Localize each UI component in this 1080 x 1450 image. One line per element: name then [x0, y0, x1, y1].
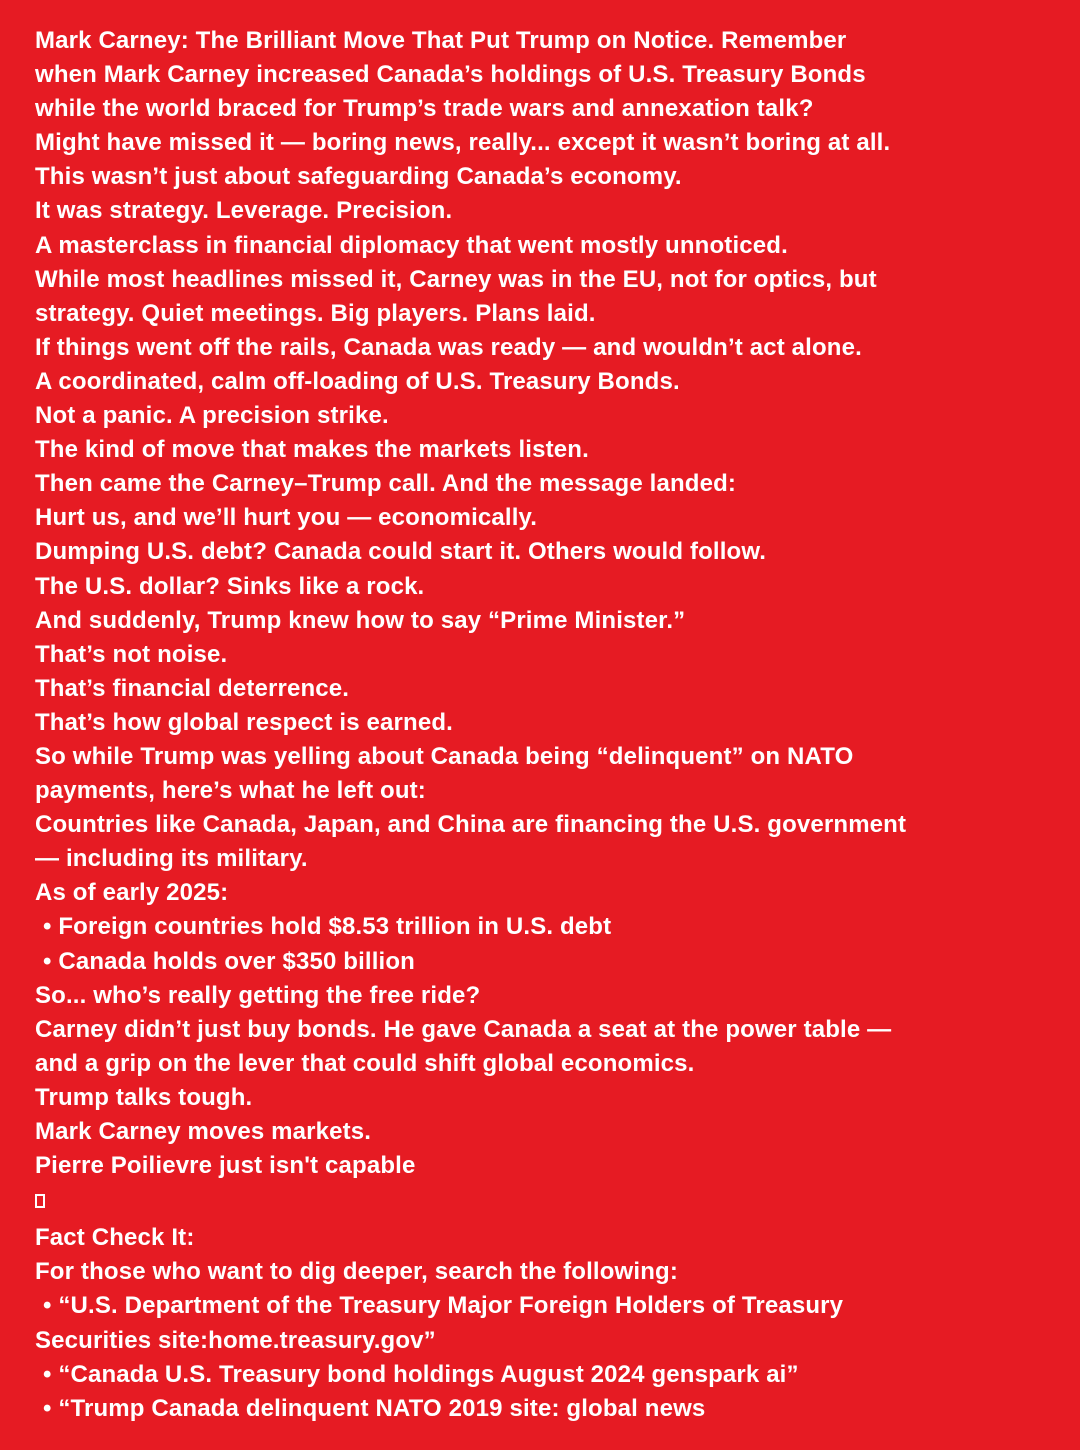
text-line: Carney didn’t just buy bonds. He gave Canada a seat at the power table —	[35, 1015, 892, 1043]
fact-check-intro: For those who want to dig deeper, search the following:	[35, 1258, 678, 1286]
post-text	[35, 24, 1045, 1426]
text-line: Not a panic. A precision strike.	[35, 402, 389, 430]
text-line: Dumping U.S. debt? Canada could start it. Others would follow.	[35, 538, 767, 566]
text-line: and a grip on the lever that could shift global economics.	[35, 1049, 695, 1077]
text-line: That’s how global respect is earned.	[35, 708, 453, 736]
text-line: Countries like Canada, Japan, and China are financing the U.S. government	[35, 811, 907, 839]
search-query-item: • “Canada U.S. Treasury bond holdings August 2024 genspark ai”	[43, 1360, 799, 1388]
missing-glyph-icon	[35, 1194, 45, 1208]
bullet-item: • Foreign countries hold $8.53 trillion in U.S. debt	[43, 913, 612, 941]
text-line: That’s financial deterrence.	[35, 674, 350, 702]
fact-check-title: Fact Check It:	[35, 1224, 195, 1252]
text-line: Then came the Carney–Trump call. And the message landed:	[35, 470, 737, 498]
text-line: That’s not noise.	[35, 640, 228, 668]
text-line: Mark Carney: The Brilliant Move That Put Trump on Notice. Remember	[35, 27, 847, 54]
text-line: when Mark Carney increased Canada’s holdings of U.S. Treasury Bonds	[35, 61, 866, 89]
bullet-item: • Canada holds over $350 billion	[43, 947, 415, 975]
text-line: So... who’s really getting the free ride?	[35, 981, 481, 1009]
search-query-item: • “Trump Canada delinquent NATO 2019 site: global news	[43, 1394, 706, 1422]
text-line: While most headlines missed it, Carney was in the EU, not for optics, but	[35, 265, 877, 293]
text-line: The kind of move that makes the markets listen.	[35, 436, 589, 464]
text-line: strategy. Quiet meetings. Big players. Plans laid.	[35, 299, 596, 327]
text-line: As of early 2025:	[35, 879, 229, 907]
search-query-item: Securities site:home.treasury.gov”	[35, 1326, 436, 1354]
text-line: payments, here’s what he left out:	[35, 777, 426, 805]
text-line: Hurt us, and we’ll hurt you — economically.	[35, 504, 538, 532]
text-line: The U.S. dollar? Sinks like a rock.	[35, 572, 425, 600]
text-line: This wasn’t just about safeguarding Canada’s economy.	[35, 163, 682, 191]
text-line: And suddenly, Trump knew how to say “Prime Minister.”	[35, 606, 686, 634]
text-line: It was strategy. Leverage. Precision.	[35, 197, 453, 225]
text-line: If things went off the rails, Canada was ready — and wouldn’t act alone.	[35, 333, 862, 361]
search-query-item: • “U.S. Department of the Treasury Major Foreign Holders of Treasury	[43, 1292, 844, 1320]
text-line: A masterclass in financial diplomacy that went mostly unnoticed.	[35, 231, 788, 259]
missing-glyph-row	[35, 1183, 1045, 1217]
text-line: A coordinated, calm off-loading of U.S. Treasury Bonds.	[35, 367, 680, 395]
text-line: — including its military.	[35, 845, 308, 873]
text-line: while the world braced for Trump’s trade wars and annexation talk?	[35, 95, 814, 123]
text-line: Pierre Poilievre just isn't capable	[35, 1152, 416, 1180]
text-line: Trump talks tough.	[35, 1083, 253, 1111]
text-line: Mark Carney moves markets.	[35, 1118, 372, 1145]
text-line: So while Trump was yelling about Canada being “delinquent” on NATO	[35, 742, 854, 770]
text-line: Might have missed it — boring news, really... except it wasn’t boring at all.	[35, 129, 891, 157]
